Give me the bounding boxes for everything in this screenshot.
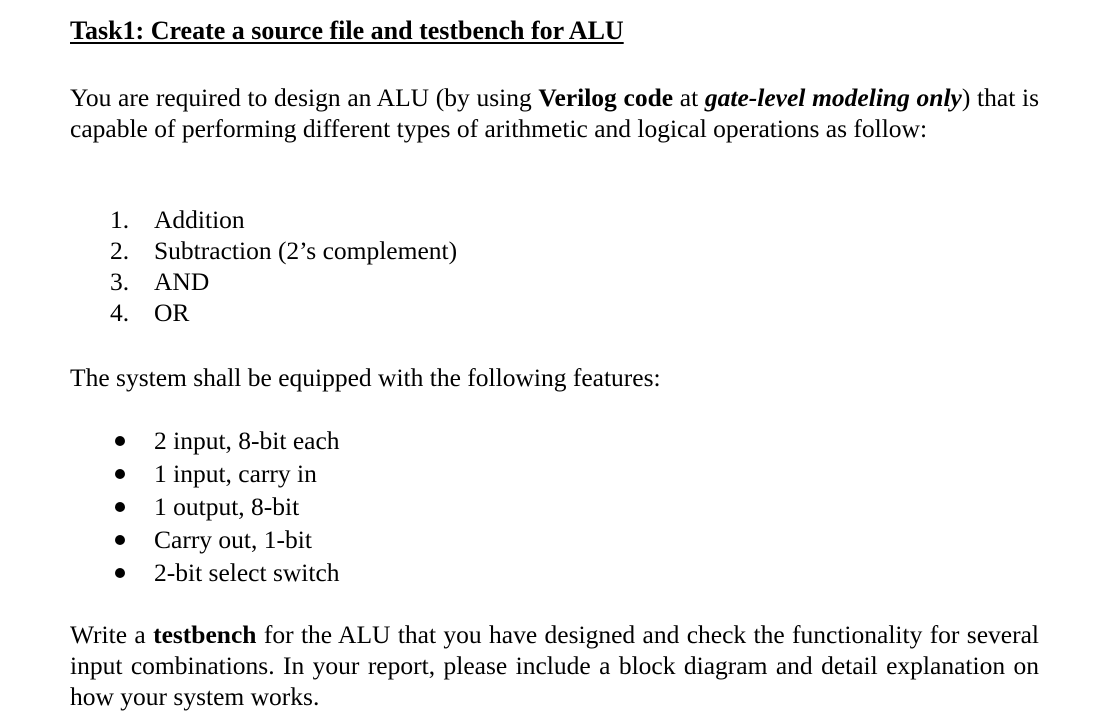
operation-number: 2. — [110, 236, 130, 265]
intro-text-2: at — [673, 83, 705, 112]
operation-number: 3. — [110, 267, 130, 296]
intro-text-1: You are required to design an ALU (by using — [70, 83, 539, 112]
intro-text-3: ) that is capable of performing different types of arithmetic and logical operations as follow: — [70, 83, 1039, 143]
feature-label: Carry out, 1-bit — [154, 525, 312, 554]
task-title: Task1: Create a source file and testbench for ALU — [70, 16, 624, 45]
bullet-icon — [115, 469, 125, 479]
intro-bold-verilog: Verilog code — [538, 83, 674, 112]
closing-text-1: Write a — [70, 620, 154, 649]
closing-text-2: for the ALU that you have designed and check the functionality for several input combinations. In your report, please include a block diagram and detail explanation on how your system works. — [70, 620, 1039, 711]
feature-label: 1 output, 8-bit — [154, 492, 300, 521]
operation-label: AND — [154, 267, 210, 296]
operation-number: 4. — [110, 298, 130, 327]
feature-label: 2 input, 8-bit each — [154, 426, 340, 455]
bullet-icon — [115, 568, 125, 578]
intro-bold-italic-gate-level: gate-level modeling only — [704, 83, 962, 112]
intro-paragraph — [70, 82, 1039, 144]
bullet-icon — [115, 436, 125, 446]
operation-number: 1. — [110, 205, 130, 234]
closing-bold-testbench: testbench — [153, 620, 257, 649]
bullet-icon — [115, 502, 125, 512]
feature-label: 1 input, carry in — [154, 459, 317, 488]
feature-label: 2-bit select switch — [154, 558, 340, 587]
closing-paragraph — [70, 619, 1039, 712]
bullet-icon — [115, 535, 125, 545]
operation-label: Addition — [154, 205, 245, 234]
features-intro: The system shall be equipped with the following features: — [70, 363, 661, 392]
operation-label: Subtraction (2’s complement) — [154, 236, 458, 265]
operation-label: OR — [154, 298, 190, 327]
